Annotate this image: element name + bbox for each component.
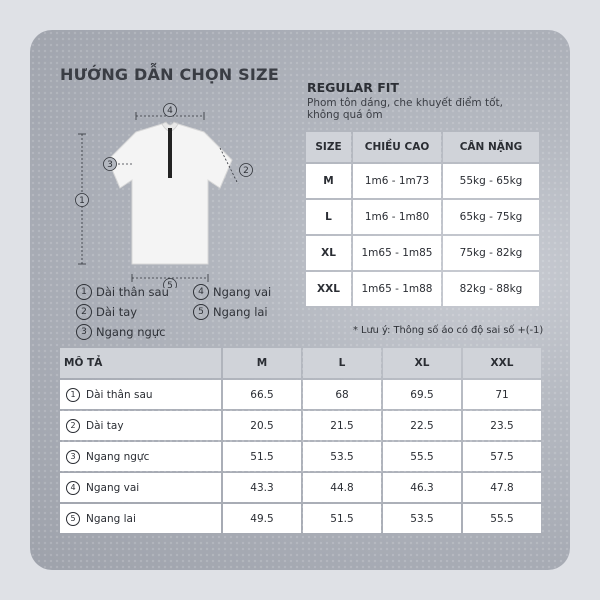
row-label [60, 411, 221, 440]
marker-3: 3 [107, 160, 113, 170]
table-row [306, 272, 539, 306]
height-cell: 1m65 - 1m85 [353, 236, 441, 270]
value-cell: 71 [463, 380, 541, 409]
table-row [60, 442, 541, 471]
weight-cell: 55kg - 65kg [443, 164, 539, 198]
page-title: HƯỚNG DẪN CHỌN SIZE [60, 65, 279, 84]
value-cell: 69.5 [383, 380, 461, 409]
header-xl: XL [383, 348, 461, 378]
value-cell: 55.5 [383, 442, 461, 471]
table-row [60, 411, 541, 440]
weight-cell: 65kg - 75kg [443, 200, 539, 234]
number-badge: 3 [76, 324, 92, 340]
fit-description: Phom tôn dáng, che khuyết điểm tốt, không quá ôm [307, 97, 503, 121]
table-row [60, 473, 541, 502]
size-cell: XXL [306, 272, 351, 306]
value-cell: 53.5 [383, 504, 461, 533]
value-cell: 68 [303, 380, 381, 409]
value-cell: 57.5 [463, 442, 541, 471]
number-badge: 1 [66, 388, 80, 402]
row-label-text: Dài tay [86, 419, 124, 432]
value-cell: 55.5 [463, 504, 541, 533]
header-weight: CÂN NẶNG [443, 132, 539, 162]
row-label [60, 473, 221, 502]
header-m: M [223, 348, 301, 378]
value-cell: 22.5 [383, 411, 461, 440]
row-label-text: Ngang vai [86, 481, 140, 494]
weight-cell: 82kg - 88kg [443, 272, 539, 306]
table-row [306, 164, 539, 198]
row-label-text: Ngang ngực [86, 450, 150, 463]
size-cell: XL [306, 236, 351, 270]
value-cell: 51.5 [223, 442, 301, 471]
size-cell: M [306, 164, 351, 198]
value-cell: 21.5 [303, 411, 381, 440]
header-xxl: XXL [463, 348, 541, 378]
marker-2: 2 [243, 166, 249, 176]
value-cell: 47.8 [463, 473, 541, 502]
value-cell: 43.3 [223, 473, 301, 502]
table-row [60, 504, 541, 533]
header-size: SIZE [306, 132, 351, 162]
shirt-diagram [70, 88, 270, 288]
size-cell: L [306, 200, 351, 234]
weight-cell: 75kg - 82kg [443, 236, 539, 270]
number-badge: 5 [66, 512, 80, 526]
height-cell: 1m6 - 1m73 [353, 164, 441, 198]
value-cell: 20.5 [223, 411, 301, 440]
table-header-row [60, 348, 541, 378]
legend-label: Dài thân sau [96, 285, 169, 299]
legend-item-4 [193, 284, 271, 300]
legend-item-2 [76, 304, 137, 320]
number-badge: 2 [76, 304, 92, 320]
size-table [304, 130, 541, 308]
marker-4: 4 [167, 106, 173, 116]
number-badge: 1 [76, 284, 92, 300]
table-row [306, 236, 539, 270]
row-label-text: Ngang lai [86, 512, 136, 525]
legend-label: Dài tay [96, 305, 138, 319]
row-label [60, 504, 221, 533]
value-cell: 53.5 [303, 442, 381, 471]
table-row [306, 200, 539, 234]
size-guide-card [30, 30, 570, 570]
legend-label: Ngang vai [213, 285, 272, 299]
marker-5: 5 [167, 281, 173, 288]
marker-1: 1 [79, 196, 85, 206]
row-label-text: Dài thân sau [86, 388, 153, 401]
value-cell: 23.5 [463, 411, 541, 440]
height-cell: 1m65 - 1m88 [353, 272, 441, 306]
header-l: L [303, 348, 381, 378]
number-badge: 3 [66, 450, 80, 464]
legend-item-3 [76, 324, 165, 340]
number-badge: 5 [193, 304, 209, 320]
value-cell: 51.5 [303, 504, 381, 533]
header-height: CHIỀU CAO [353, 132, 441, 162]
legend-label: Ngang lai [213, 305, 268, 319]
number-badge: 4 [193, 284, 209, 300]
value-cell: 49.5 [223, 504, 301, 533]
number-badge: 4 [66, 481, 80, 495]
table-header-row [306, 132, 539, 162]
tolerance-note: * Lưu ý: Thông số áo có độ sai số +(-1) [353, 325, 544, 336]
measurement-table [58, 346, 543, 535]
value-cell: 46.3 [383, 473, 461, 502]
legend-item-1 [76, 284, 169, 300]
number-badge: 2 [66, 419, 80, 433]
header-description: MÔ TẢ [60, 348, 221, 378]
value-cell: 44.8 [303, 473, 381, 502]
value-cell: 66.5 [223, 380, 301, 409]
row-label [60, 442, 221, 471]
table-row [60, 380, 541, 409]
height-cell: 1m6 - 1m80 [353, 200, 441, 234]
legend-item-5 [193, 304, 268, 320]
fit-title: REGULAR FIT [307, 80, 399, 95]
row-label [60, 380, 221, 409]
legend-label: Ngang ngực [96, 325, 166, 339]
